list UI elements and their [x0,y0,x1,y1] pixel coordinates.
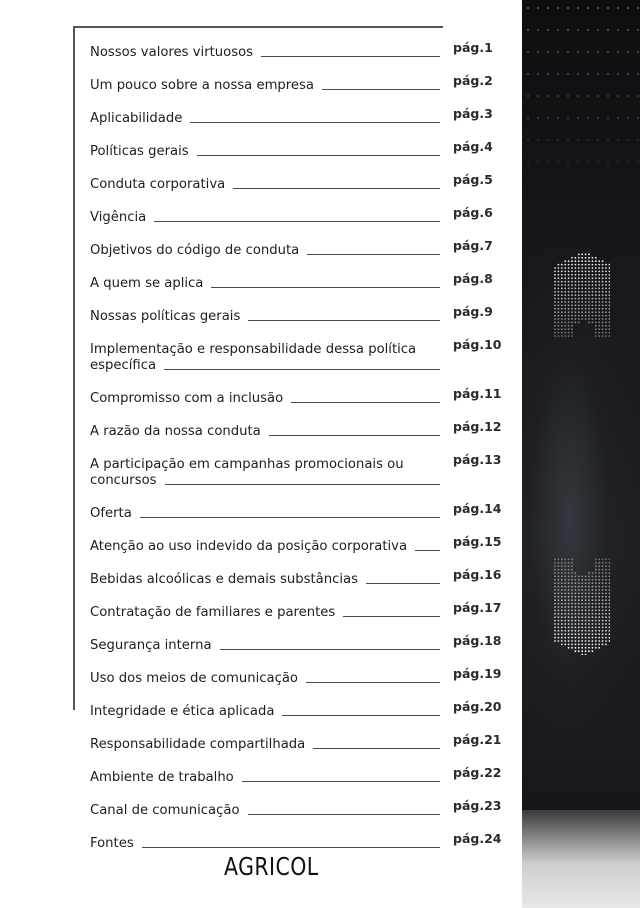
toc-item-title-text: Políticas gerais [90,144,195,159]
toc-item-page: pág.5 [453,172,493,187]
toc-item-page: pág.13 [453,452,502,467]
toc-leader-line [248,814,440,815]
frame-left-line [73,26,75,710]
toc-item-page: pág.24 [453,831,502,846]
toc-item-title-text: Oferta [90,506,138,521]
toc-item-title [90,539,440,555]
toc-item-title [90,704,440,720]
toc-item-title [90,836,440,852]
toc-item-title-text: Um pouco sobre a nossa empresa [90,78,320,93]
toc-leader-line [269,435,440,436]
toc-item-title [90,276,440,292]
toc-item-title-text: Uso dos meios de comunicação [90,671,304,686]
toc-item-page: pág.10 [453,337,502,352]
toc-leader-line [197,155,440,156]
toc-item-page: pág.14 [453,501,502,516]
toc-item-page: pág.6 [453,205,493,220]
toc-leader-line [306,682,440,683]
toc-item-page: pág.18 [453,633,502,648]
toc-item-page: pág.1 [453,40,493,55]
toc-leader-line [154,221,440,222]
side-panel [522,0,640,908]
toc-item-title-text: A participação em campanhas promocionais ou concursos [90,457,404,488]
toc-item-page: pág.2 [453,73,493,88]
toc-item-title-text: Contratação de familiares e parentes [90,605,341,620]
toc-item-page: pág.8 [453,271,493,286]
toc-leader-line [343,616,440,617]
toc-item-title [90,605,440,621]
toc-item-title-text: Compromisso com a inclusão [90,391,289,406]
table-of-contents [90,0,510,860]
toc-item-page: pág.19 [453,666,502,681]
toc-item-title [90,770,440,786]
toc-item-title [90,572,440,588]
toc-leader-line [233,188,440,189]
toc-leader-line [190,122,440,123]
toc-item-title [90,309,440,325]
toc-leader-line [291,402,440,403]
toc-item-page: pág.16 [453,567,502,582]
toc-item-title [90,243,440,259]
toc-item-title [90,803,440,819]
toc-item-title-text: Atenção ao uso indevido da posição corporativa [90,539,413,554]
toc-item-title [90,671,440,687]
toc-item-title-text: Conduta corporativa [90,177,231,192]
toc-leader-line [220,649,440,650]
toc-leader-line [165,484,440,485]
toc-item-title [90,111,440,127]
toc-item-title-text: A razão da nossa conduta [90,424,267,439]
toc-leader-line [142,847,440,848]
toc-leader-line [261,56,440,57]
toc-leader-line [322,89,440,90]
toc-item-title [90,177,440,193]
toc-leader-line [164,369,440,370]
toc-item-title-text: Fontes [90,836,140,851]
toc-item-title-text: Segurança interna [90,638,218,653]
toc-leader-line [307,254,440,255]
toc-leader-line [248,320,440,321]
toc-item-title [90,78,440,94]
toc-item-title-text: Vigência [90,210,152,225]
brand-logo-text: AGRICOL [224,852,319,881]
toc-item-title [90,737,440,753]
toc-item-title-text: A quem se aplica [90,276,209,291]
toc-leader-line [211,287,440,288]
side-title-graphic [522,0,640,908]
toc-item-page: pág.4 [453,139,493,154]
toc-leader-line [415,550,440,551]
toc-item-title-text: Ambiente de trabalho [90,770,240,785]
toc-item-page: pág.12 [453,419,502,434]
toc-item-page: pág.15 [453,534,502,549]
toc-item-title-text: Bebidas alcoólicas e demais substâncias [90,572,364,587]
toc-leader-line [140,517,440,518]
toc-item-title-text: Nossos valores virtuosos [90,45,259,60]
toc-item-page: pág.9 [453,304,493,319]
toc-item-title-text: Nossas políticas gerais [90,309,246,324]
toc-item-title-text: Aplicabilidade [90,111,188,126]
toc-item-title [90,210,440,226]
toc-item-page: pág.17 [453,600,502,615]
toc-item-page: pág.21 [453,732,502,747]
toc-item-page: pág.11 [453,386,502,401]
toc-item-page: pág.20 [453,699,502,714]
toc-item-title-text: Responsabilidade compartilhada [90,737,311,752]
toc-item-title-text: Canal de comunicação [90,803,246,818]
toc-leader-line [242,781,440,782]
toc-item-title-text: Implementação e responsabilidade dessa política específica [90,342,417,373]
toc-item-page: pág.7 [453,238,493,253]
toc-item-page: pág.23 [453,798,502,813]
toc-item-title [90,424,440,440]
toc-item-title [90,45,440,61]
toc-item-title [90,391,440,407]
toc-item-title [90,506,440,522]
toc-item-title [90,144,440,160]
toc-item-title-text: Objetivos do código de conduta [90,243,305,258]
toc-leader-line [313,748,440,749]
toc-item-page: pág.3 [453,106,493,121]
toc-item-title-text: Integridade e ética aplicada [90,704,280,719]
toc-item-page: pág.22 [453,765,502,780]
toc-leader-line [366,583,440,584]
toc-item-title [90,638,440,654]
toc-leader-line [282,715,440,716]
